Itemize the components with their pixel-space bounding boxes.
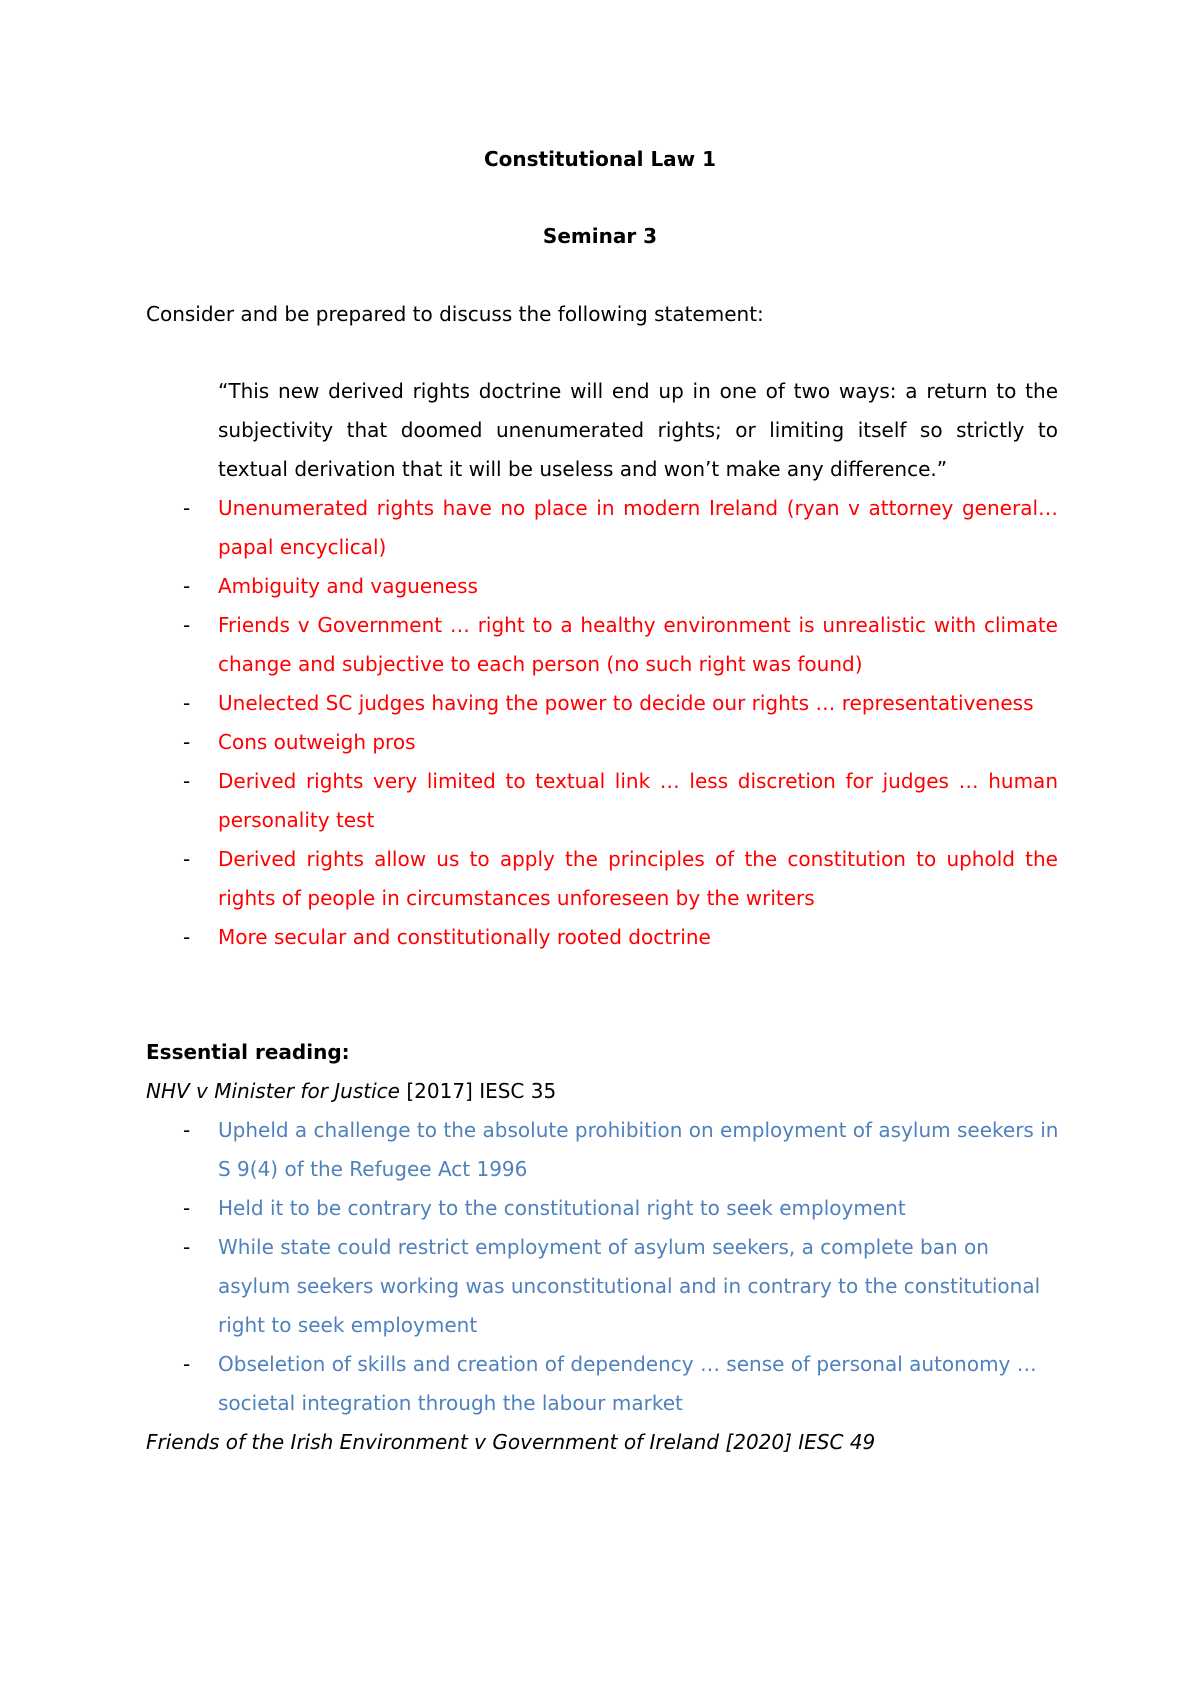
list-item-text: Friends v Government … right to a healthy environment is unrealistic with climate xyxy=(218,613,1058,637)
list-item-text: While state could restrict employment of asylum seekers, a complete ban on xyxy=(218,1235,989,1259)
document-title: Constitutional Law 1 xyxy=(483,147,717,171)
list-item-text: Derived rights allow us to apply the principles of the constitution to uphold the xyxy=(218,847,1058,871)
list-item-text: right to seek employment xyxy=(218,1313,478,1337)
list-item-text: Upheld a challenge to the absolute prohibition on employment of asylum seekers in xyxy=(218,1118,1059,1142)
list-item-text: rights of people in circumstances unforeseen by the writers xyxy=(218,886,815,910)
quote-line: textual derivation that it will be useless and won’t make any difference.” xyxy=(218,457,948,481)
bullet-dash: - xyxy=(183,847,191,871)
list-item-text: More secular and constitutionally rooted doctrine xyxy=(218,925,711,949)
list-item-text: societal integration through the labour market xyxy=(218,1391,683,1415)
case-citation-nhv xyxy=(146,1079,556,1103)
case-name: NHV v Minister for Justice xyxy=(146,1079,400,1103)
bullet-dash: - xyxy=(183,613,191,637)
list-item-text: personality test xyxy=(218,808,375,832)
bullet-dash: - xyxy=(183,925,191,949)
list-item-text: Cons outweigh pros xyxy=(218,730,416,754)
list-item-text: Unelected SC judges having the power to decide our rights … representativeness xyxy=(218,691,1034,715)
case-citation-friends: Friends of the Irish Environment v Government of Ireland [2020] IESC 49 xyxy=(146,1430,876,1454)
list-item-text: asylum seekers working was unconstitutional and in contrary to the constitutional xyxy=(218,1274,1041,1298)
bullet-dash: - xyxy=(183,496,191,520)
bullet-dash: - xyxy=(183,691,191,715)
list-item-text: Held it to be contrary to the constitutional right to seek employment xyxy=(218,1196,906,1220)
quote-line: “This new derived rights doctrine will end up in one of two ways: a return to the xyxy=(218,379,1058,403)
bullet-dash: - xyxy=(183,1118,191,1142)
bullet-dash: - xyxy=(183,730,191,754)
essential-reading-heading: Essential reading: xyxy=(146,1040,350,1064)
list-item-text: papal encyclical) xyxy=(218,535,387,559)
bullet-dash: - xyxy=(183,574,191,598)
bullet-dash: - xyxy=(183,1196,191,1220)
list-item-text: Unenumerated rights have no place in modern Ireland (ryan v attorney general… xyxy=(218,496,1058,520)
bullet-dash: - xyxy=(183,1352,191,1376)
list-item-text: change and subjective to each person (no such right was found) xyxy=(218,652,863,676)
list-item-text: Derived rights very limited to textual link … less discretion for judges … human xyxy=(218,769,1058,793)
list-item-text: Ambiguity and vagueness xyxy=(218,574,478,598)
list-item-text: Obseletion of skills and creation of dependency … sense of personal autonomy … xyxy=(218,1352,1037,1376)
document-subtitle: Seminar 3 xyxy=(542,224,658,248)
list-item-text: S 9(4) of the Refugee Act 1996 xyxy=(218,1157,528,1181)
quote-line: subjectivity that doomed unenumerated rights; or limiting itself so strictly to xyxy=(218,418,1058,442)
intro-text: Consider and be prepared to discuss the following statement: xyxy=(146,302,764,326)
case-reference: [2017] IESC 35 xyxy=(399,1079,557,1103)
bullet-dash: - xyxy=(183,1235,191,1259)
bullet-dash: - xyxy=(183,769,191,793)
